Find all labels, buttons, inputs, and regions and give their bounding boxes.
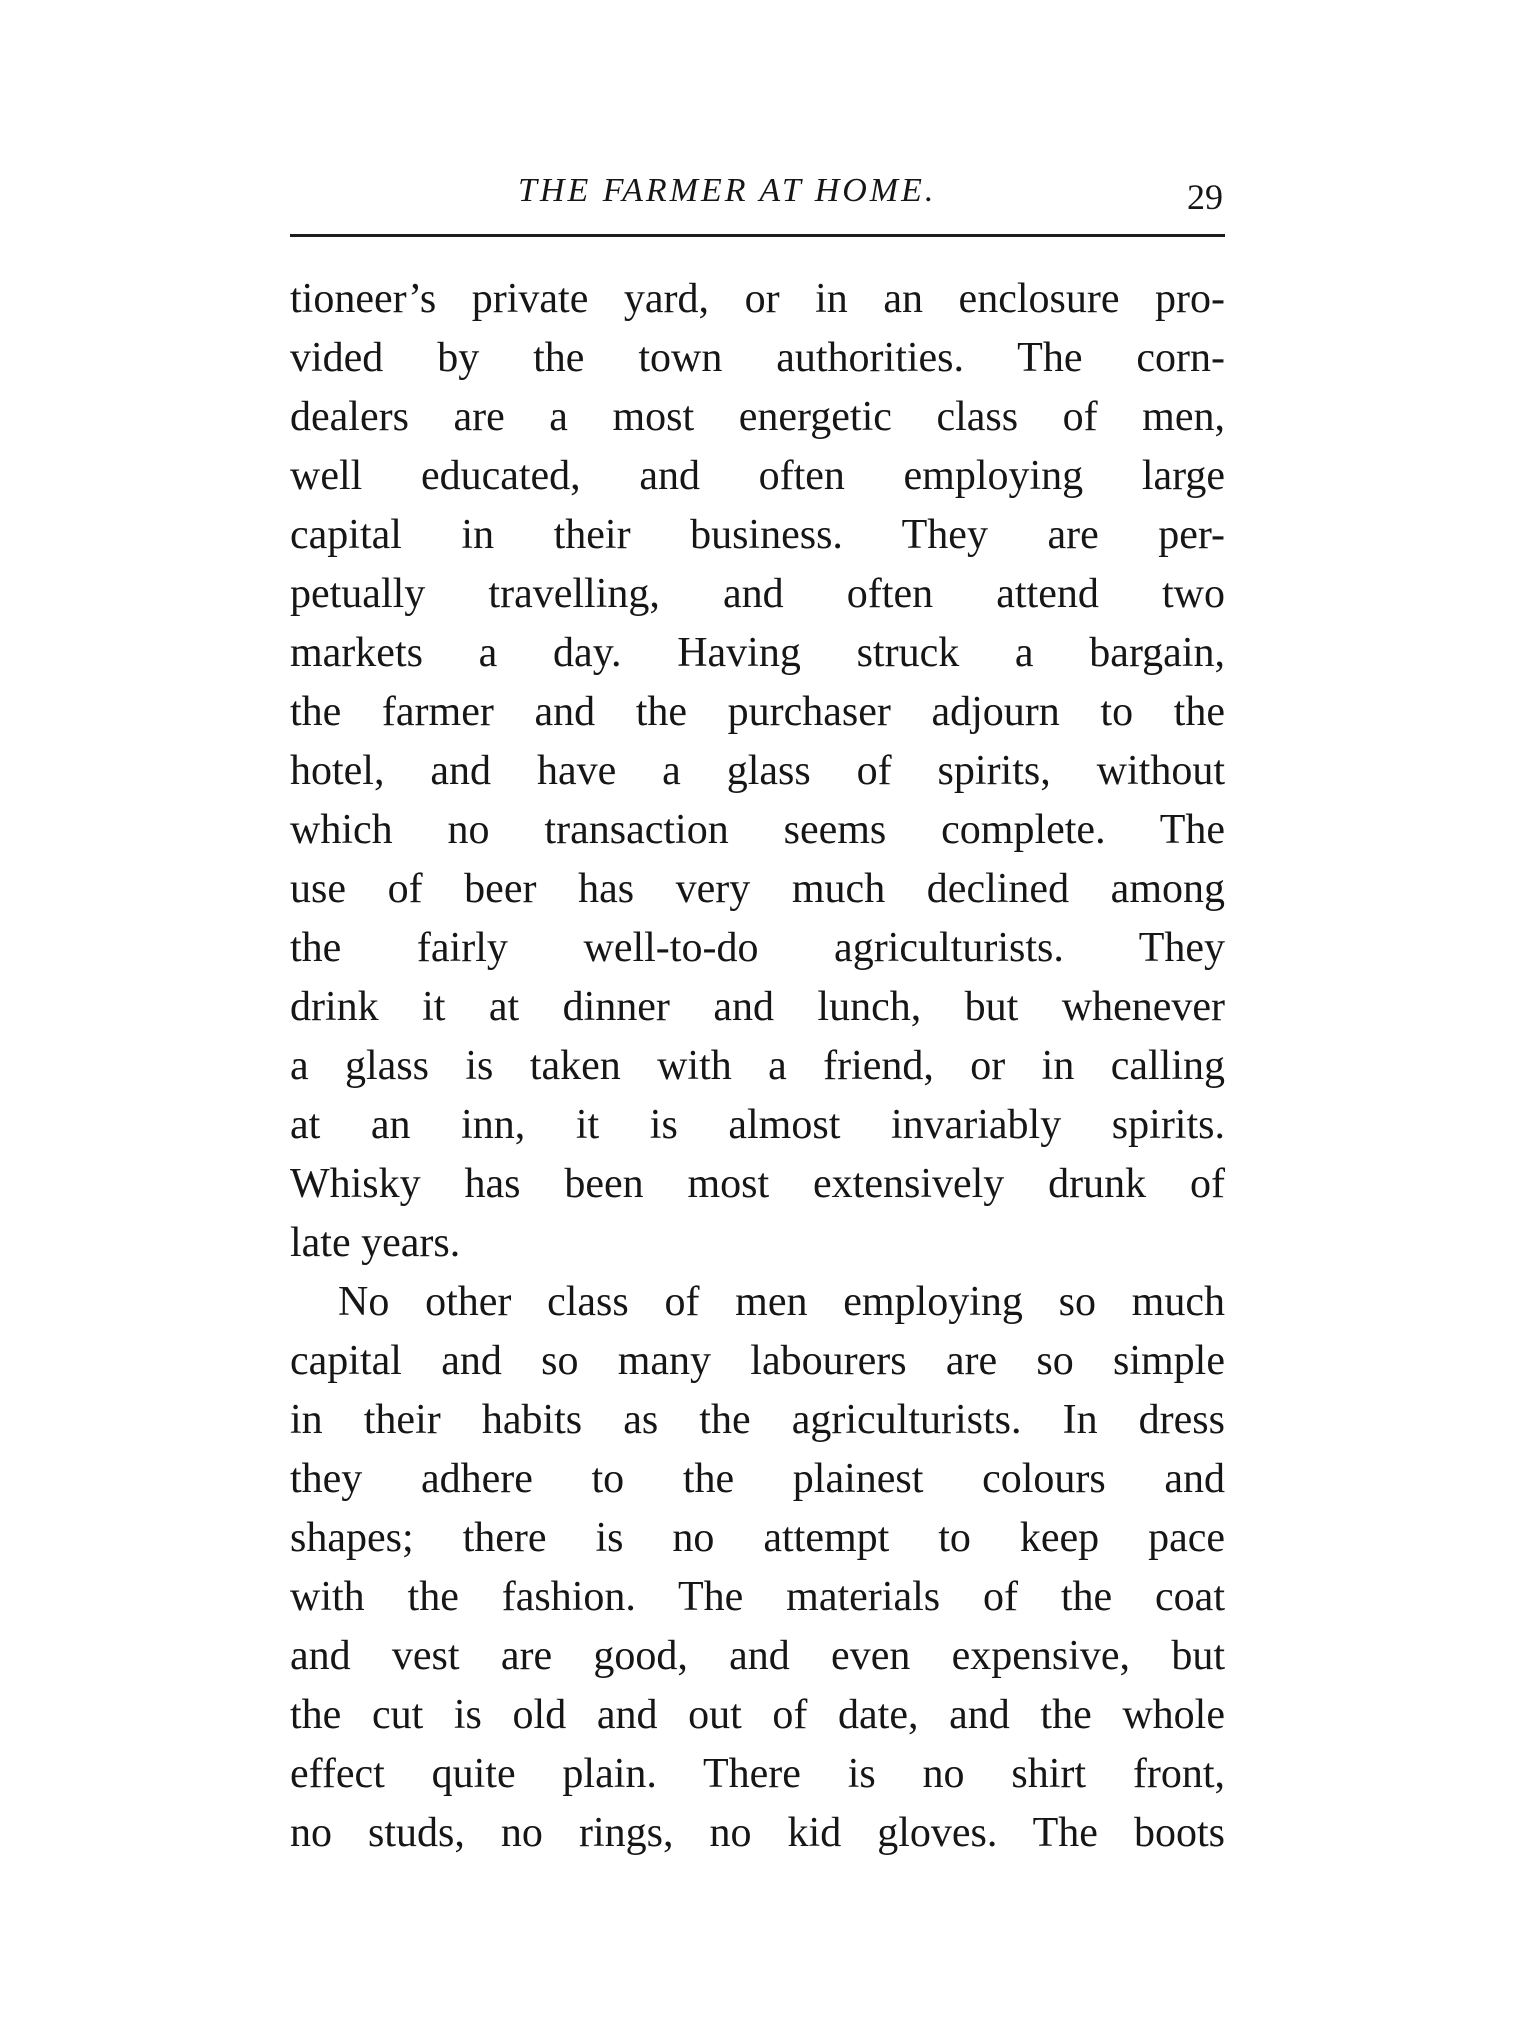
text-line: dealers are a most energetic class of men,	[290, 394, 1225, 440]
text-line: drink it at dinner and lunch, but whenever	[290, 984, 1225, 1030]
text-line: markets a day. Having struck a bargain,	[290, 630, 1225, 676]
text-line: tioneer’s private yard, or in an enclosure pro-	[290, 276, 1225, 322]
text-line: a glass is taken with a friend, or in calling	[290, 1043, 1225, 1089]
text-line: with the fashion. The materials of the coat	[290, 1574, 1225, 1620]
text-line: hotel, and have a glass of spirits, without	[290, 748, 1225, 794]
text-line: they adhere to the plainest colours and	[290, 1456, 1225, 1502]
text-line: and vest are good, and even expensive, but	[290, 1633, 1225, 1679]
text-line: no studs, no rings, no kid gloves. The boots	[290, 1810, 1225, 1856]
text-line: which no transaction seems complete. The	[290, 807, 1225, 853]
text-line: use of beer has very much declined among	[290, 866, 1225, 912]
text-line: the farmer and the purchaser adjourn to the	[290, 689, 1225, 735]
text-line: capital and so many labourers are so simple	[290, 1338, 1225, 1384]
text-line: capital in their business. They are per-	[290, 512, 1225, 558]
text-line: at an inn, it is almost invariably spirits.	[290, 1102, 1225, 1148]
header-rule	[290, 234, 1225, 237]
text-line: effect quite plain. There is no shirt front,	[290, 1751, 1225, 1797]
text-line: vided by the town authorities. The corn-	[290, 335, 1225, 381]
body-text	[290, 270, 1225, 1863]
text-line: in their habits as the agriculturists. In dress	[290, 1397, 1225, 1443]
running-head	[290, 166, 1225, 216]
text-line: the fairly well-to-do agriculturists. They	[290, 925, 1225, 971]
running-title: THE FARMER AT HOME.	[518, 172, 937, 209]
page-number: 29	[1187, 177, 1223, 217]
text-line: No other class of men employing so much	[338, 1279, 1225, 1325]
text-line: the cut is old and out of date, and the whole	[290, 1692, 1225, 1738]
text-line: petually travelling, and often attend two	[290, 571, 1225, 617]
text-line: well educated, and often employing large	[290, 453, 1225, 499]
text-line: Whisky has been most extensively drunk of	[290, 1161, 1225, 1207]
text-line: shapes; there is no attempt to keep pace	[290, 1515, 1225, 1561]
text-line: late years.	[290, 1220, 461, 1266]
